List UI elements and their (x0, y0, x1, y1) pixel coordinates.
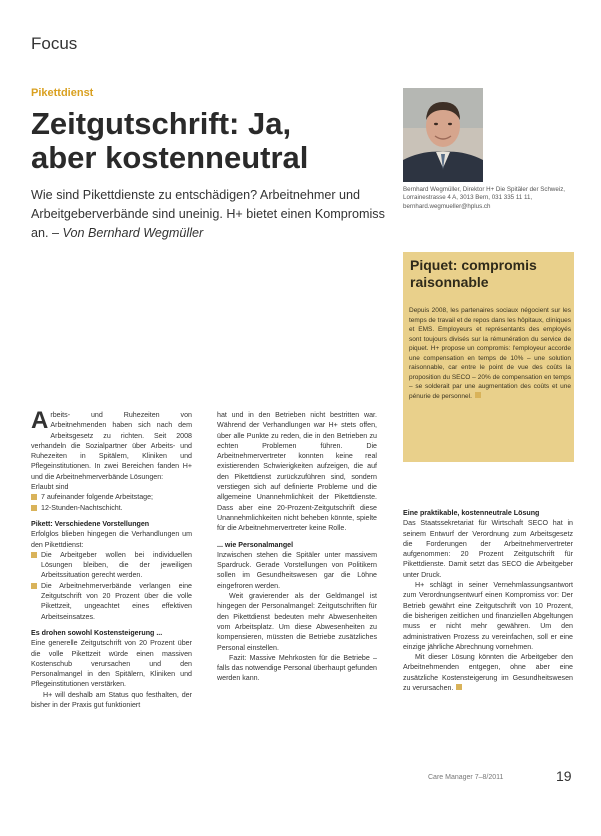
intro-text: rbeits- und Ruhezeiten von Arbeitnehmenden haben sich nach dem Arbeitsgesetz zu richten. Seit 2008 verhandeln die Sozialpartner über Arbeits- und Ruhezeiten in Spitälern, Kliniken und Pflegeinstitutionen. In zwei Bereichen fanden H+ und die Arbeitnehmerverbände Lösungen: (31, 411, 192, 481)
lead-paragraph (31, 186, 386, 243)
list-item: 12-Stunden-Nachtschicht. (31, 503, 192, 513)
lead-text: Wie sind Pikettdienste zu entschädigen? Arbeitnehmer und Arbeitgeberverbände sind uneinig. H+ bietet einen Kompromiss an. – (31, 188, 385, 240)
rubric: Pikettdienst (31, 87, 94, 99)
paragraph (403, 652, 573, 693)
page-number: 19 (556, 768, 572, 784)
subheading: Eine praktikable, kostenneutrale Lösung (403, 509, 540, 517)
end-square-icon (456, 684, 462, 690)
list-item: 7 aufeinander folgende Arbeitstage; (31, 492, 192, 502)
column-3 (403, 508, 573, 693)
paragraph: Das Staatssekretariat für Wirtschaft SECO hat in seinem Entwurf der Verordnung zum Arbeitsgesetz die Forderungen der Arbeitnehmervertreter aufgenommen: 20 Prozent Zeitgutschrift für Pikettdienste. Damit setzt das SECO die Arbeitgeber unter Druck. (403, 519, 573, 579)
sidebar-body: Depuis 2008, les partenaires sociaux négocient sur les temps de travail et de repos dans les hôpitaux, cliniques et EMS. Employeurs et représentants des employés sont toujours divisés sur la rémunération du service de piquet. H+ propose un compromis: l'employeur accorde une compensation en temps de 10% – une solution raisonnable, car entre le point de vue des coûts la proposition du SECO – 20% de compensation en temps – se solderait par une augmentation des coûts et une pénurie de personnel. (409, 307, 571, 400)
erlaubt-label: Erlaubt sind (31, 483, 69, 492)
subheading: Pikett: Verschiedene Vorstellungen (31, 519, 150, 528)
closing-text: Mit dieser Lösung könnten die Arbeitgeber den Arbeitnehmenden entgegen, ohne aber eine zusätzliche Kostensteigerung im Gesundheitswesen zu verursachen. (403, 653, 573, 693)
sidebar-text (409, 306, 571, 401)
subheading: ... wie Personalmangel (217, 540, 294, 549)
paragraph: hat und in den Betrieben nicht bestritten war. Während der Verhandlungen war H+ stets offen, über alle Punkte zu reden, die in den Betrieben zu echten Problemen führen. Die Arbeitnehmervertreter konnten keine real existierenden Schwierigkeiten aufzeigen, die auf den Pikettdienst zurückzuführen sind, sondern verstiegen sich auf definierte Probleme und die allgemeine Unannehmlichkeit der Pikettdienste. Dass aber eine 20-Prozent-Zeitgutschrift diese Unannehmlichkeiten nicht beheben könnte, spielte für die Arbeitnehmervertreter keine Rolle. (217, 411, 377, 533)
column-1 (31, 407, 192, 710)
paragraph: Weit gravierender als der Geldmangel ist hingegen der Personalmangel: Zeitgutschriften für den Pikettdienst bedeuten mehr Abwesenheiten vom Arbeitsplatz. Um diese Abwesenheiten zu kompensieren, müssten die Betriebe zusätzliches Personal einstellen. (217, 592, 377, 652)
bullet-list-1 (31, 492, 192, 513)
subheading: Es drohen sowohl Kostensteigerung ... (31, 628, 163, 637)
paragraph: Erfolglos blieben hingegen die Verhandlungen um den Pikettdienst: (31, 530, 192, 549)
paragraph: H+ will deshalb am Status quo festhalten, der bisher in der Praxis gut funktioniert (31, 690, 192, 710)
end-square-icon (475, 392, 481, 398)
list-item: Die Arbeitnehmerverbände verlangen eine Zeitgutschrift von 20 Prozent über die volle Pikettzeit, ungeachtet eines effektiven Arbeitseinsatzes. (31, 581, 192, 622)
author-portrait (403, 88, 483, 182)
paragraph: Inzwischen stehen die Spitäler unter massivem Spardruck. Gerade Vorstellungen von Politikern sollen im Gesundheitswesen gar die Löhne eingefroren werden. (217, 550, 377, 590)
footer-publication: Care Manager 7–8/2011 (428, 774, 504, 781)
lead-author: Von Bernhard Wegmüller (62, 226, 204, 240)
list-item: Die Arbeitgeber wollen bei individuellen Lösungen bleiben, die der jeweiligen Arbeitssituation gerecht werden. (31, 550, 192, 581)
author-bio: Bernhard Wegmüller, Direktor H+ Die Spitäler der Schweiz, Lorrainestrasse 4 A, 3013 Bern, 031 335 11 11, bernhard.wegmueller@hplus.ch (403, 186, 566, 210)
bullet-list-2 (31, 550, 192, 622)
column-2 (217, 410, 377, 684)
dropcap: A (31, 407, 49, 434)
paragraph: H+ schlägt in seiner Vernehmlassungsantwort zum Verordnungsentwurf einen Kompromiss vor: Der Betrieb gewährt eine Zeitgutschrift von 10 Prozent, die bisherigen zeitlichen und finanziellen Abgeltungen muss er nicht mehr gewähren. Um den administrativen Prozess zu vereinfachen, soll er eine einzige jährliche Abrechnung vornehmen. (403, 581, 573, 651)
intro-paragraph (31, 407, 192, 482)
article-title: Zeitgutschrift: Ja, aber kostenneutral (31, 106, 309, 175)
section-label: Focus (31, 34, 78, 53)
paragraph: Fazit: Massive Mehrkosten für die Betriebe – falls das notwendige Personal überhaupt gefunden werden kann. (217, 653, 377, 683)
sidebar-title: Piquet: compromis raisonnable (410, 257, 537, 290)
paragraph: Eine generelle Zeitgutschrift von 20 Prozent über die volle Pikettzeit würde einen massiven Kostenschub verursachen und den Personalmangel in den Spitälern, Kliniken und Pflegeinstitutionen verstärken. (31, 639, 192, 689)
